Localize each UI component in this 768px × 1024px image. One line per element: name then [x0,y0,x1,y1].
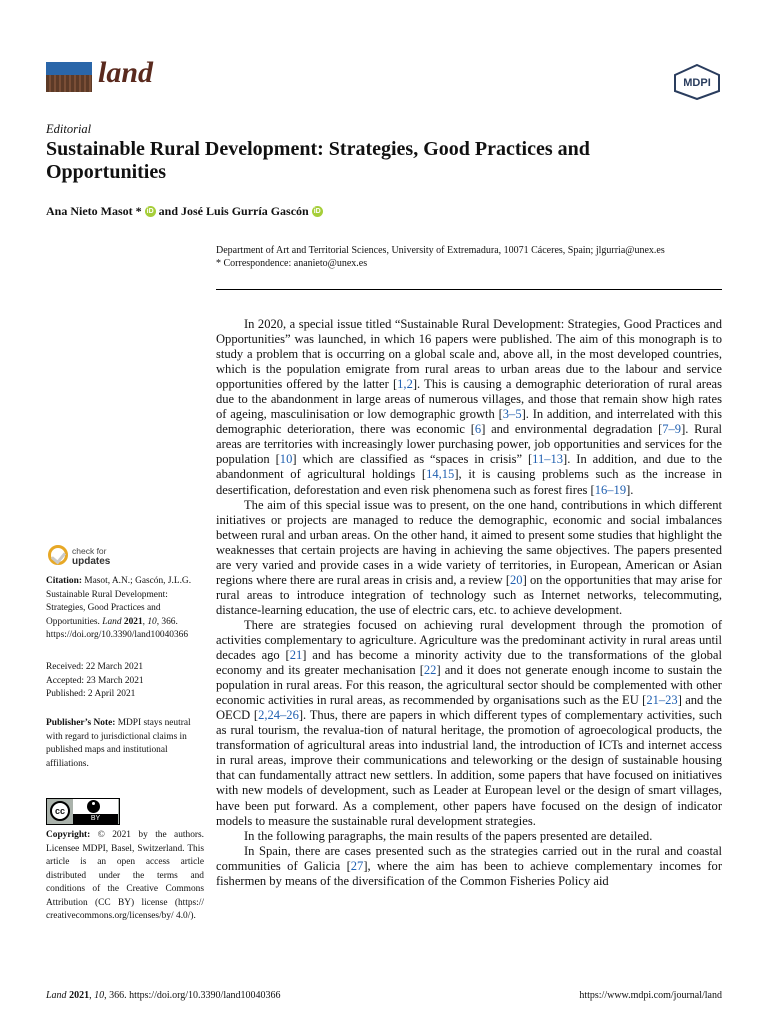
reference-link[interactable]: 21–23 [646,693,678,708]
check-for-updates-badge[interactable] [46,543,126,571]
body-paragraph: In the following paragraphs, the main results of the papers presented are detailed. [244,828,653,843]
check-updates-icon [48,545,68,565]
body-paragraph: There are strategies focused on achieving rural development through the promotion of activities complementary to agriculture. Agriculture was the predominant activity in rural areas until decades ago [21] and has become a minority activity due to the transformations of the global economy and its greater mechanisation [22] and it does not generate enough income to sustain the population in rural areas. For this reason, the agricultural sector should be complemented with other economic activities in rural areas, as recommended by organisations such as the EU [21–23] and the OECD [2,24–26]. Thus, there are papers in which different types of complementary activities, such as rural tourism, the revalua-tion of natural heritage, the promotion of agroecological products, the transformation of agricultural areas into industrial land, the introduction of ICTs and internet access in rural areas, improve their communications and teleworking or the design of sustainable housing that can fundamentally attract new settlers. In addition, some papers that have focused on initiatives with new models of development, such as Leader at European level or the design of smart villages, have been put forward. As a complement, other papers have focused on the design of indicator models to measure the sustainable rural development strategies. [216,617,722,828]
copyright-text: © 2021 by the authors. Licensee MDPI, Basel, Switzerland. This article is an open access article distributed under the terms and conditions of the Creative Commons Attribution (CC BY) license (https:// creativecommons.org/licenses/by/ 4.0/). [46,830,204,921]
footer-journal: Land [46,990,67,1001]
received-date: Received: 22 March 2021 [46,662,144,672]
reference-link[interactable]: 14,15 [426,467,455,482]
citation-label: Citation: [46,576,82,586]
reference-link[interactable]: 16–19 [594,482,627,497]
publisher-note-label: Publisher’s Note: [46,718,116,728]
published-date: Published: 2 April 2021 [46,689,136,699]
footer-citation: Land 2021, 10, 366. https://doi.org/10.3390/land10040366 [46,990,281,1001]
check-updates-text: check for [72,546,107,556]
publication-dates [46,661,204,702]
cc-icon: cc [50,801,70,821]
footer-year: 2021 [69,990,90,1001]
citation-year: 2021 [123,616,143,627]
article-body [216,317,722,889]
orcid-icon[interactable]: iD [313,208,321,215]
reference-link[interactable]: 6 [474,422,482,437]
cc-by-label: BY [73,814,118,824]
cc-by-license-icon[interactable] [46,798,120,825]
reference-link[interactable]: 10 [279,452,293,467]
body-paragraph: In Spain, there are cases presented such as the strategies carried out in the rural and coastal communities of Galicia [27], where the aim has been to achieve complementary incomes for fishermen by means of the diversification of the Common Fisheries Policy aid [216,843,722,888]
accepted-date: Accepted: 23 March 2021 [46,675,144,686]
article-type: Editorial [46,122,92,136]
reference-link[interactable]: 21 [289,648,303,663]
author-name[interactable]: Ana Nieto Masot * [46,204,142,218]
citation-doi[interactable]: , 366. https://doi.org/10.3390/land10040366 [46,616,189,640]
affiliation [216,244,665,270]
reference-link[interactable]: 7–9 [662,422,682,437]
journal-name: land [98,56,154,89]
author-list [46,204,323,219]
footer-doi[interactable]: , 366. https://doi.org/10.3390/land10040366 [104,990,281,1001]
body-paragraph: The aim of this special issue was to present, on the one hand, contributions in which different initiatives or projects are managed to reduce the demographic, economic and social imbalances between rural and urban areas. On the other hand, it aimed to present some studies that highlight the weaknesses that certain projects are having in achieving the same objectives. The papers presented are very varied and provide cases in a wide variety of territories, in European, American or Asian regions where there are rural areas in crisis and, a review [20] on the opportunities that may arise for rural areas to introduce integration of technology such as Internet networks, telecommuting, distance-learning education, the use of electric cars, etc. to achieve development. [216,497,722,617]
check-updates-text: updates [72,556,111,567]
divider [216,289,722,290]
publisher-note-text: MDPI stays neutral with regard to jurisdictional claims in published maps and institutional affiliations. [46,718,191,769]
orcid-icon[interactable]: iD [146,208,154,215]
author-name[interactable]: José Luis Gurría Gascón [181,204,309,218]
reference-link[interactable]: 20 [510,572,523,587]
copyright-label: Copyright: [46,830,91,840]
mdpi-logo-text: MDPI [683,77,711,89]
body-paragraph: In 2020, a special issue titled “Sustainable Rural Development: Strategies, Good Practices and Opportunities” was launched, in which 16 papers were published. The aim of this monograph is to study a problem that is occurring on a global scale and, above all, in the most developed countries, which is the population emigrate from rural areas to urban areas due to the labour and service opportunities offered by the latter [1,2]. This is causing a demographic deterioration of rural areas due to the abandonment in large areas of numerous villages, and those that remain show high rates of ageing, masculinisation or low demographic growth [3–5]. In addition, and interrelated with this demographic deterioration, there was economic [6] and environmental degradation [7–9]. Rural areas are territories with increasingly lower purchasing power, job opportunities and services for the population [10] which are classified as “spaces in crisis” [11–13]. In addition, and due to the abandonment of agricultural holdings [14,15], it is causing problems such as the increase in desertification, deforestation and even risk phenomena such as forest fires [16–19]. [216,317,723,497]
citation-text: Masot, A.N.; Gascón, J.L.G. Sustainable Rural Development: Strategies, Good Practices and Opportunities. [46,576,192,627]
footer-volume: 10 [94,990,105,1001]
affiliation-line: Department of Art and Territorial Sciences, University of Extremadura, 10071 Cáceres, Spain; jlgurria@unex.es [216,245,665,256]
reference-link[interactable]: 1,2 [397,377,413,392]
citation: Citation: Masot, A.N.; Gascón, J.L.G. Sustainable Rural Development: Strategies, Good Practices and Opportunities. Land 2021, 10, 366. https://doi.org/10.3390/land10040366 [46,576,192,640]
journal-logo-icon [46,62,92,92]
reference-link[interactable]: 2,24–26 [258,708,299,723]
author-conjunction: and [158,204,179,218]
journal-header [46,58,726,100]
reference-link[interactable]: 11–13 [532,452,564,467]
citation-journal: Land [102,616,122,627]
attribution-icon [87,800,100,813]
copyright [46,829,204,924]
citation-volume: 10 [147,616,157,627]
publisher-note [46,717,204,771]
mdpi-logo-icon [668,64,726,100]
reference-link[interactable]: 22 [423,663,437,678]
reference-link[interactable]: 27 [350,858,364,873]
journal-url-link[interactable]: https://www.mdpi.com/journal/land [579,990,722,1001]
reference-link[interactable]: 3–5 [502,407,522,422]
correspondence-line: * Correspondence: ananieto@unex.es [216,258,368,269]
article-title: Sustainable Rural Development: Strategies, Good Practices and Opportunities [46,138,590,183]
